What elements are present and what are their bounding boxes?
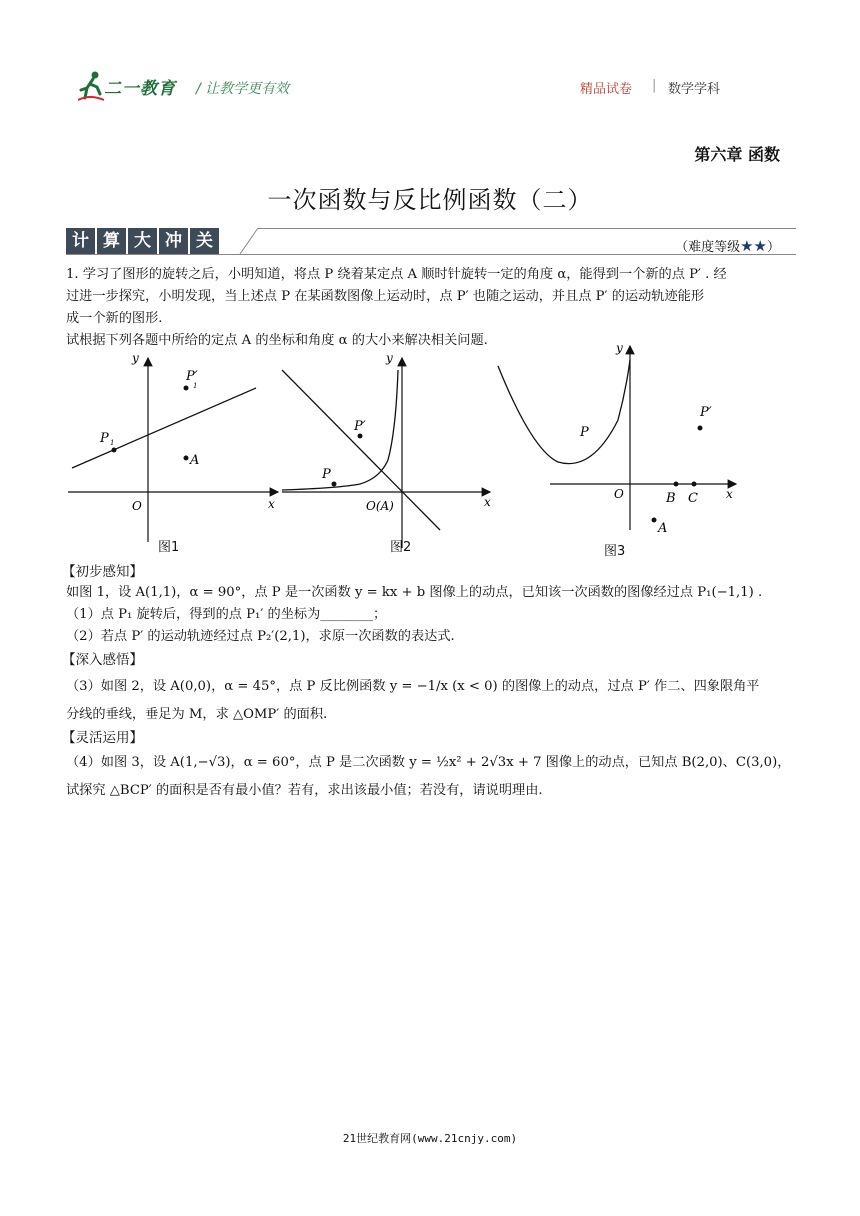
banner-top-divider xyxy=(258,228,796,229)
banner-char: 关 xyxy=(190,228,219,254)
intro-line: 成一个新的图形. xyxy=(66,311,163,326)
chapter-label: 第六章 函数 xyxy=(694,145,780,164)
page-footer: 21世纪教育网(www.21cnjy.com) xyxy=(342,1132,518,1145)
fig1-p1prime-label: P′ xyxy=(186,369,198,384)
difficulty-rating xyxy=(675,236,780,255)
problem-intro xyxy=(66,264,796,352)
fig3-caption: 图3 xyxy=(604,544,626,559)
fig2-x-label: x xyxy=(484,495,491,509)
banner-slash xyxy=(238,228,262,256)
fig3-x-label: x xyxy=(726,487,733,501)
star-icon: ★★ xyxy=(740,237,767,255)
fig3-p-label: P xyxy=(580,425,589,440)
banner-char: 计 xyxy=(66,228,95,254)
figure-3 xyxy=(492,340,752,550)
difficulty-label: （难度等级 xyxy=(675,240,741,255)
section-heading-deep: 【深入感悟】 xyxy=(62,652,143,668)
question-3-line1: （3）如图 2，设 A(0,0)，α = 45°，点 P 反比例函数 y = −1/x (x < 0) 的图像上的动点，过点 P′ 作二、四象限角平 xyxy=(66,679,760,694)
fig1-origin-label: O xyxy=(132,499,142,513)
fig1-p1-label: P xyxy=(100,431,109,446)
banner-char: 冲 xyxy=(159,228,188,254)
question-2: （2）若点 P′ 的运动轨迹经过点 P₂′(2,1)，求原一次函数的表达式. xyxy=(66,629,455,644)
fig3-a-label: A xyxy=(658,521,668,536)
question-3-line2: 分线的垂线，垂足为 M，求 △OMP′ 的面积. xyxy=(66,707,328,722)
brand-slogan: / 让教学更有效 xyxy=(196,81,290,97)
fig2-pprime-label: P′ xyxy=(354,419,366,434)
fig3-origin-label: O xyxy=(614,487,624,501)
section-heading-apply: 【灵活运用】 xyxy=(62,730,143,746)
fig1-x-label: x xyxy=(268,497,275,511)
fig3-pprime-label: P′ xyxy=(700,405,712,420)
fig1-a-label: A xyxy=(190,453,200,468)
difficulty-close: ） xyxy=(766,240,780,255)
figure-2 xyxy=(280,350,500,560)
fig3-b-label: B xyxy=(666,491,676,506)
question-4-line1: （4）如图 3，设 A(1,−√3)，α = 60°，点 P 是二次函数 y = ½x² + 2√3x + 7 图像上的动点，已知点 B(2,0)、C(3,0)， xyxy=(66,755,791,770)
fig1-y-label: y xyxy=(132,351,139,365)
intro-line: 过进一步探究，小明发现，当上述点 P 在某函数图像上运动时，点 P′ 也随之运动，并且点 P′ 的运动轨迹能形 xyxy=(66,289,705,304)
fig1-p1prime-sub: 1 xyxy=(193,382,198,390)
section-banner xyxy=(66,228,256,256)
intro-line: 1. 学习了图形的旋转之后，小明知道，将点 P 绕着某定点 A 顺时针旋转一定的角度 α，能得到一个新的点 P′ . 经 xyxy=(66,267,727,282)
fig3-y-label: y xyxy=(616,341,623,355)
fig1-caption: 图1 xyxy=(158,540,180,555)
figure-1 xyxy=(60,350,280,560)
intro-line: 试根据下列各题中所给的定点 A 的坐标和角度 α 的大小来解决相关问题. xyxy=(66,333,488,348)
fig2-origin-label: O(A) xyxy=(366,499,394,513)
question-1: （1）点 P₁ 旋转后，得到的点 P₁′ 的坐标为________； xyxy=(66,607,387,622)
question-4-line2: 试探究 △BCP′ 的面积是否有最小值？若有，求出该最小值；若没有，请说明理由. xyxy=(66,783,543,798)
fig2-p-label: P xyxy=(322,467,331,482)
banner-char: 算 xyxy=(97,228,126,254)
brand-name: 二一教育 xyxy=(104,79,176,99)
fig3-c-label: C xyxy=(688,491,698,506)
fig1-p1-sub: 1 xyxy=(110,439,115,447)
header-tag-subject: 数学学科 xyxy=(668,82,721,97)
page-title: 一次函数与反比例函数（二） xyxy=(267,186,593,214)
section1-text: 如图 1，设 A(1,1)，α = 90°，点 P 是一次函数 y = kx + b 图像上的动点，已知该一次函数的图像经过点 P₁(−1,1) . xyxy=(66,585,763,600)
header-tag-exam: 精品试卷 xyxy=(580,82,633,97)
banner-char: 大 xyxy=(128,228,157,254)
fig2-caption: 图2 xyxy=(390,540,412,555)
runner-logo-icon xyxy=(78,70,104,102)
section-heading-initial: 【初步感知】 xyxy=(62,564,143,580)
fig2-y-label: y xyxy=(386,351,393,365)
header-separator: | xyxy=(652,78,657,93)
